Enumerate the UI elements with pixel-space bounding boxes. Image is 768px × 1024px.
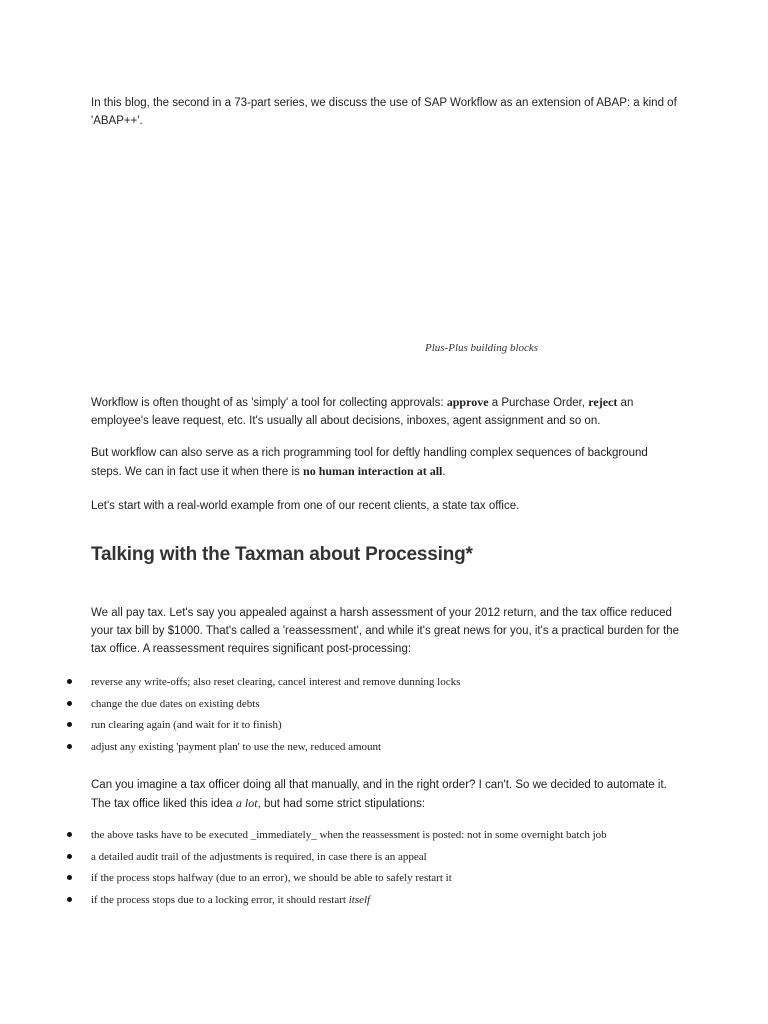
stipulations-list bbox=[0, 828, 607, 914]
post-processing-list bbox=[0, 675, 460, 761]
list-item-text: a detailed audit trail of the adjustments is required, in case there is an appeal bbox=[91, 850, 427, 863]
figure-caption: Plus-Plus building blocks bbox=[425, 342, 539, 354]
bullet-icon bbox=[67, 701, 72, 706]
list-item bbox=[0, 740, 460, 762]
para4-text: We all pay tax. Let's say you appealed against a harsh assessment of your 2012 return, and the tax office reduced your tax bill by $1000. That's called a 'reassessment', and while it's great news for you, it's a practical burden for the tax office. A reassessment requires significant post-processing: bbox=[91, 607, 679, 655]
bullet-icon bbox=[67, 854, 72, 859]
tax-reassessment-paragraph bbox=[91, 604, 681, 658]
no-human-interaction-bold: no human interaction at all bbox=[303, 463, 443, 478]
list-item bbox=[0, 697, 460, 719]
para2-pre: But workflow can also serve as a rich programming tool for deftly handling complex sequences of background steps. We can in fact use it when there is bbox=[91, 447, 648, 478]
bullet-icon bbox=[67, 832, 72, 837]
list-item bbox=[0, 675, 460, 697]
para5-pre: Can you imagine a tax officer doing all that manually, and in the right order? I can't. So we decided to automate it. The tax office liked this idea bbox=[91, 779, 667, 810]
bullet-icon bbox=[67, 744, 72, 749]
bullet-icon bbox=[67, 875, 72, 880]
list-item-text: run clearing again (and wait for it to finish) bbox=[91, 719, 282, 731]
intro-text: In this blog, the second in a 73-part series, we discuss the use of SAP Workflow as an extension of ABAP: a kind of 'ABAP++'. bbox=[91, 97, 677, 127]
automation-paragraph bbox=[91, 776, 681, 813]
reject-bold: reject bbox=[588, 395, 618, 409]
a-lot-italic: a lot bbox=[235, 796, 258, 810]
figure-image bbox=[91, 150, 681, 330]
list-item bbox=[0, 850, 607, 872]
bullet-icon bbox=[67, 679, 72, 684]
para3-text: Let's start with a real-world example from one of our recent clients, a state tax office. bbox=[91, 500, 520, 512]
list-item-text: the above tasks have to be executed _immediately_ when the reassessment is posted: not in some overnight batch job bbox=[91, 829, 607, 841]
itself-italic: itself bbox=[348, 893, 371, 906]
workflow-approvals-paragraph bbox=[91, 394, 681, 430]
section-heading: Talking with the Taxman about Processing* bbox=[91, 544, 473, 565]
list-item bbox=[0, 718, 460, 740]
list-item bbox=[0, 893, 607, 915]
approve-bold: approve bbox=[446, 395, 489, 409]
bullet-icon bbox=[67, 897, 72, 902]
list-item-text: if the process stops due to a locking error, it should restart bbox=[91, 893, 349, 906]
list-item-text: reverse any write-offs; also reset clearing, cancel interest and remove dunning locks bbox=[91, 676, 461, 688]
list-item bbox=[0, 871, 607, 893]
para1-pre: Workflow is often thought of as 'simply' a tool for collecting approvals: bbox=[91, 397, 447, 409]
para1-mid: a Purchase Order, bbox=[488, 397, 589, 409]
list-item-text: adjust any existing 'payment plan' to use the new, reduced amount bbox=[91, 740, 382, 753]
real-world-example-paragraph bbox=[91, 498, 681, 516]
bullet-icon bbox=[67, 722, 72, 727]
intro-paragraph bbox=[91, 95, 681, 130]
para2-post: . bbox=[442, 465, 446, 478]
workflow-programming-paragraph bbox=[91, 445, 681, 481]
list-item bbox=[0, 828, 607, 850]
para1-post: an employee's leave request, etc. It's usually all about decisions, inboxes, agent assignment and so on. bbox=[91, 397, 634, 427]
list-item-text: change the due dates on existing debts bbox=[91, 697, 260, 710]
para5-post: , but had some strict stipulations: bbox=[257, 798, 426, 810]
list-item-text: if the process stops halfway (due to an error), we should be able to safely restart it bbox=[91, 872, 452, 884]
